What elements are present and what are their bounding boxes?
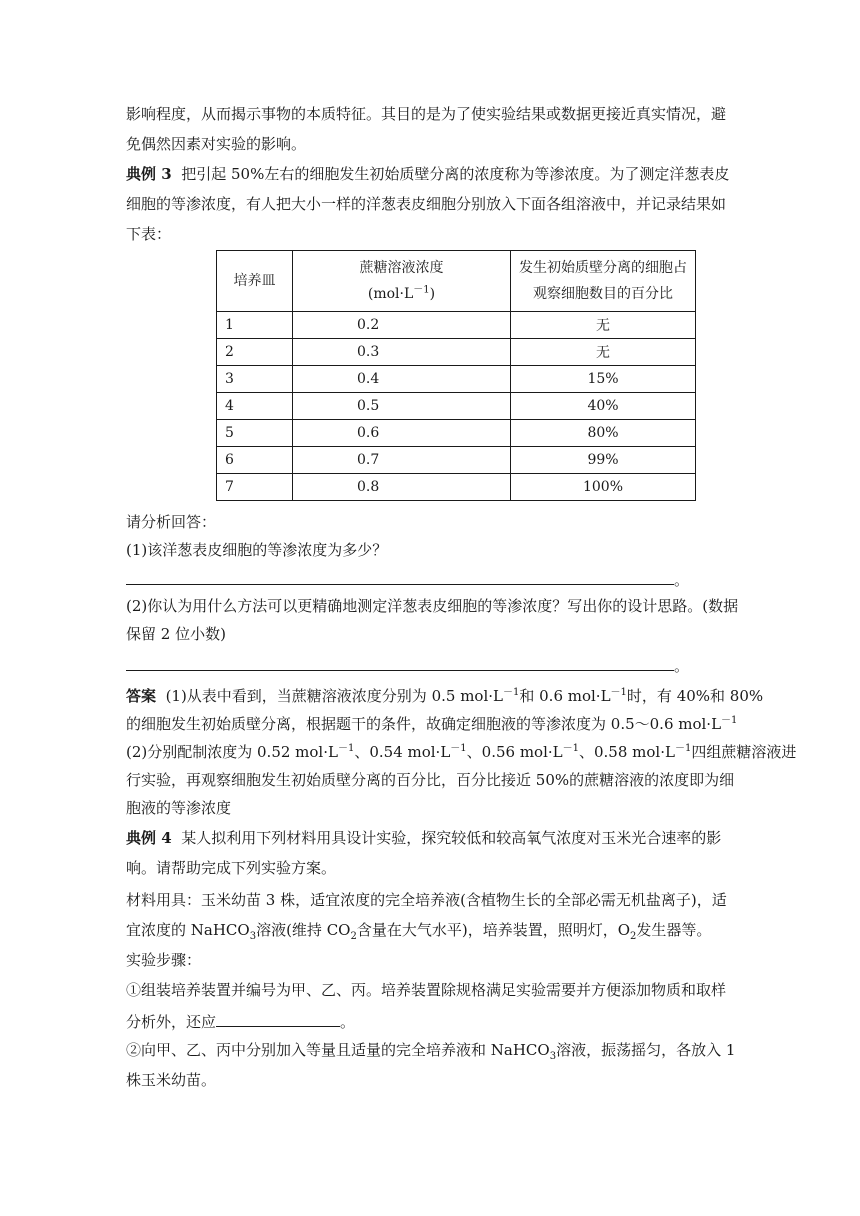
materials-b: 溶液(维持 CO	[256, 921, 351, 939]
table-row	[217, 474, 696, 501]
step-1-text: 分析外，还应	[126, 1013, 217, 1031]
cell-percentage: 40%	[511, 393, 696, 420]
cell-concentration: 0.7	[293, 447, 511, 474]
cell-dish: 5	[217, 420, 293, 447]
answer-a2-d: 、0.58 mol·L	[579, 743, 675, 761]
table-row	[217, 339, 696, 366]
answer-a2-line-3: 胞液的等渗浓度	[126, 799, 232, 817]
answer-sup: －1	[721, 715, 738, 726]
cell-dish: 1	[217, 312, 293, 339]
answer-sup: －1	[450, 743, 467, 754]
materials-sub-2: 2	[350, 931, 357, 942]
answer-a2-line-1	[126, 742, 797, 762]
example4-label: 典例 4	[126, 829, 172, 847]
questions-prompt: 请分析回答：	[126, 513, 217, 531]
step-1-line-2	[126, 1010, 746, 1032]
materials-line-2	[126, 920, 746, 940]
step-1-end: 。	[340, 1013, 356, 1031]
cell-percentage: 100%	[511, 474, 696, 501]
example4-text-1: 某人拟利用下列材料用具设计实验，探究较低和较高氧气浓度对玉米光合速率的影	[181, 829, 722, 847]
header-percentage-line-1: 发生初始质壁分离的细胞占	[519, 260, 687, 276]
step-2-line-2: 株玉米幼苗。	[126, 1071, 217, 1089]
intro-line-1: 影响程度，从而揭示事物的本质特征。其目的是为了使实验结果或数据更接近真实情况，避	[126, 105, 727, 123]
answer-a1-line-1	[126, 686, 764, 706]
header-concentration-unit-a: (mol·L	[367, 286, 414, 302]
cell-concentration: 0.2	[293, 312, 511, 339]
materials-line-1: 材料用具：玉米幼苗 3 株，适宜浓度的完全培养液(含植物生长的全部必需无机盐离子)，适	[126, 891, 727, 909]
intro-line-2: 免偶然因素对实验的影响。	[126, 135, 307, 153]
header-concentration-unit-b: )	[429, 286, 436, 302]
step-2-b: 溶液，振荡摇匀，各放入 1	[556, 1041, 736, 1059]
results-table	[216, 250, 696, 501]
header-concentration-unit-sup: －1	[413, 284, 430, 296]
answer-line-q2-end: 。	[674, 657, 690, 675]
example4-line-2: 响。请帮助完成下列实验方案。	[126, 859, 337, 877]
header-concentration	[293, 251, 511, 312]
example4-line-1	[126, 828, 746, 848]
cell-percentage: 99%	[511, 447, 696, 474]
cell-concentration: 0.6	[293, 420, 511, 447]
answer-a2-e: 四组蔗糖溶液进	[691, 743, 797, 761]
header-percentage-line-2: 观察细胞数目的百分比	[533, 286, 673, 302]
step-2-line-1	[126, 1040, 746, 1060]
header-percentage	[511, 251, 696, 312]
answer-a1-part1: (1)从表中看到，当蔗糖溶液浓度分别为 0.5 mol·L	[165, 687, 503, 705]
answer-a1-part2: 和 0.6 mol·L	[519, 687, 611, 705]
answer-a2-b: 、0.54 mol·L	[354, 743, 451, 761]
answer-sup: －1	[502, 687, 520, 698]
answer-a2-line-2: 行实验，再观察细胞发生初始质壁分离的百分比，百分比接近 50%的蔗糖溶液的浓度即为细	[126, 771, 735, 789]
answer-a2-a: (2)分别配制浓度为 0.52 mol·L	[126, 743, 338, 761]
example3-label: 典例 3	[126, 165, 172, 183]
step-2-sub-3: 3	[549, 1051, 557, 1062]
materials-d: 发生器等。	[636, 921, 712, 939]
question-2-line-2: 保留 2 位小数)	[126, 625, 226, 643]
example3-text-1: 把引起 50%左右的细胞发生初始质壁分离的浓度称为等渗浓度。为了测定洋葱表皮	[181, 165, 730, 183]
materials-sub-2b: 2	[630, 931, 637, 942]
cell-dish: 3	[217, 366, 293, 393]
question-1: (1)该洋葱表皮细胞的等渗浓度为多少？	[126, 541, 388, 559]
answer-sup: －1	[674, 743, 692, 754]
cell-percentage: 15%	[511, 366, 696, 393]
table-row	[217, 366, 696, 393]
table-header-row	[217, 251, 696, 312]
answer-a2-c: 、0.56 mol·L	[466, 743, 563, 761]
answer-sup: －1	[562, 743, 579, 754]
cell-concentration: 0.8	[293, 474, 511, 501]
answer-a1-line-2	[126, 714, 746, 734]
answer-line-q2	[126, 654, 746, 676]
step-2-a: ②向甲、乙、丙中分别加入等量且适量的完全培养液和 NaHCO	[126, 1041, 550, 1059]
answer-sup: －1	[337, 743, 355, 754]
table-row	[217, 447, 696, 474]
materials-a: 宜浓度的 NaHCO	[126, 921, 250, 939]
example3-line-1	[126, 164, 746, 184]
answer-label: 答案	[126, 687, 157, 705]
answer-sup: －1	[610, 687, 627, 698]
answer-blank-q2[interactable]	[126, 654, 674, 671]
answer-line-q1-end: 。	[674, 571, 690, 589]
cell-dish: 6	[217, 447, 293, 474]
question-2-line-1: (2)你认为用什么方法可以更精确地测定洋葱表皮细胞的等渗浓度？写出你的设计思路。(数据	[126, 597, 739, 615]
answer-a1-line-2-text: 的细胞发生初始质壁分离，根据题干的条件，故确定细胞液的等渗浓度为 0.5～0.6 mol·L	[126, 715, 722, 733]
cell-concentration: 0.5	[293, 393, 511, 420]
step-1-blank[interactable]	[216, 1010, 340, 1027]
step-1-line-1: ①组装培养装置并编号为甲、乙、丙。培养装置除规格满足实验需要并方便添加物质和取样	[126, 981, 727, 999]
example3-line-3: 下表：	[126, 225, 172, 243]
table-row	[217, 393, 696, 420]
materials-sub-3: 3	[249, 931, 257, 942]
answer-blank-q1[interactable]	[126, 568, 674, 585]
materials-c: 含量在大气水平)，培养装置，照明灯，O	[356, 921, 631, 939]
cell-concentration: 0.4	[293, 366, 511, 393]
cell-percentage: 无	[511, 339, 696, 366]
cell-percentage: 80%	[511, 420, 696, 447]
header-dish: 培养皿	[217, 251, 293, 312]
table-row	[217, 312, 696, 339]
steps-label: 实验步骤：	[126, 951, 202, 969]
cell-dish: 2	[217, 339, 293, 366]
example3-line-2: 细胞的等渗浓度，有人把大小一样的洋葱表皮细胞分别放入下面各组溶液中，并记录结果如	[126, 195, 727, 213]
table-row	[217, 420, 696, 447]
cell-dish: 4	[217, 393, 293, 420]
cell-concentration: 0.3	[293, 339, 511, 366]
cell-dish: 7	[217, 474, 293, 501]
answer-a1-part3: 时，有 40%和 80%	[626, 687, 764, 705]
cell-percentage: 无	[511, 312, 696, 339]
header-concentration-line-1: 蔗糖溶液浓度	[359, 260, 444, 276]
answer-line-q1	[126, 568, 746, 590]
